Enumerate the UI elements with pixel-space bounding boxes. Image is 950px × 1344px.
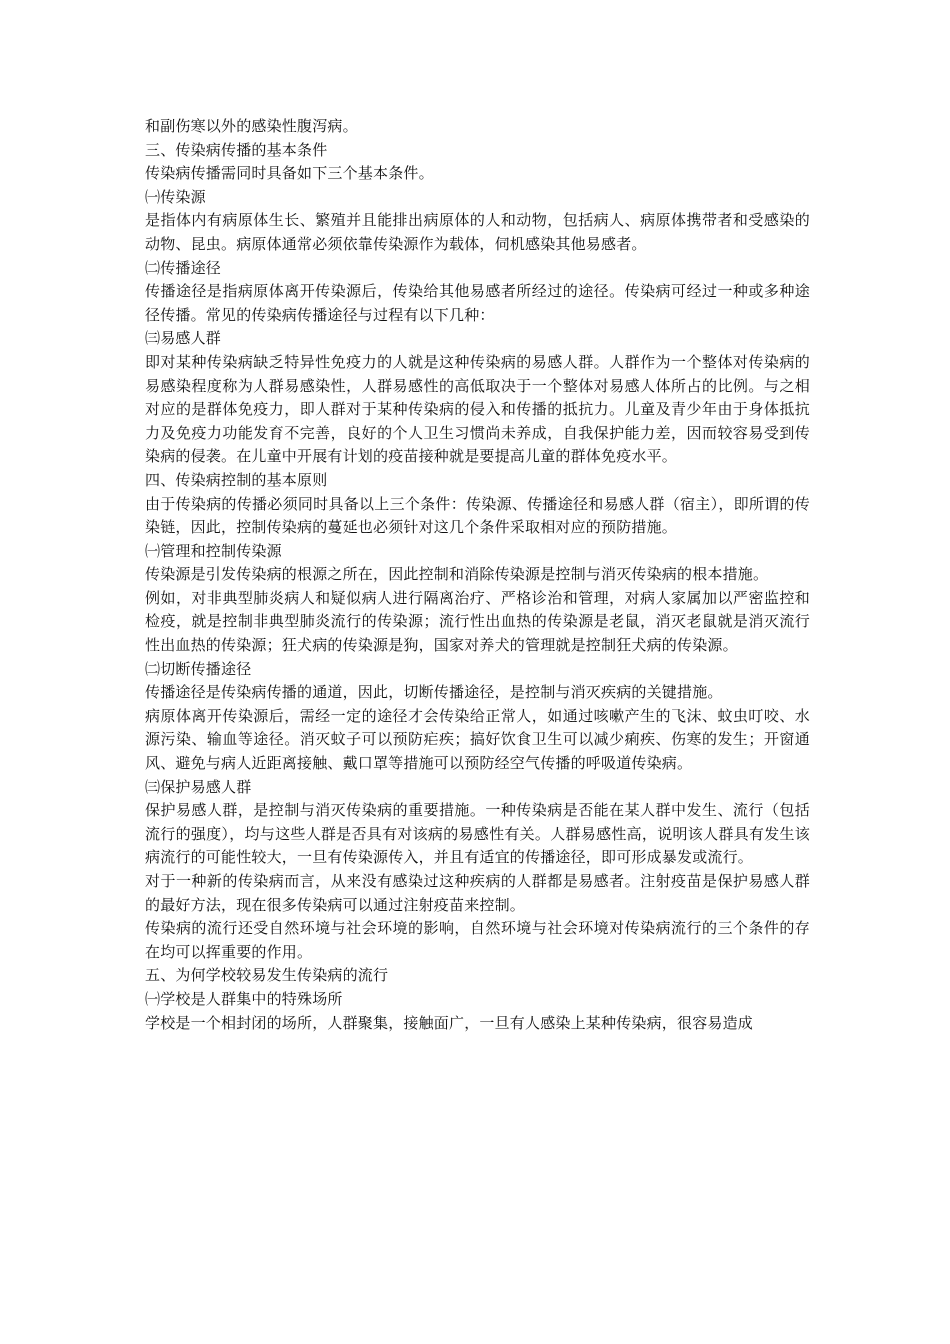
paragraph: 由于传染病的传播必须同时具备以上三个条件：传染源、传播途径和易感人群（宿主），即所谓的传染链，因此，控制传染病的蔓延也必须针对这几个条件采取相对应的预防措施。 — [145, 494, 810, 537]
paragraph: 传播途径是指病原体离开传染源后，传染给其他易感者所经过的途径。传染病可经过一种或多种途径传播。常见的传染病传播途径与过程有以下几种： — [145, 282, 810, 324]
subheading-cut-route: ㈡切断传播途径 — [145, 659, 252, 678]
subheading-route: ㈡传播途径 — [145, 258, 222, 277]
section-heading-4: 四、传染病控制的基本原则 — [145, 470, 328, 489]
paragraph: 病原体离开传染源后，需经一定的途径才会传染给正常人，如通过咳嗽产生的飞沫、蚊虫叮咬、水源污染、输血等途径。消灭蚊子可以预防疟疾；搞好饮食卫生可以减少痢疾、伤寒的发生；开窗通风、避免与病人近距离接触、戴口罩等措施可以预防经空气传播的呼吸道传染病。 — [145, 706, 810, 773]
paragraph-continuation: 和副伤寒以外的感染性腹泻病。 — [145, 117, 358, 135]
paragraph: 学校是一个相封闭的场所，人群聚集，接触面广，一旦有人感染上某种传染病，很容易造成 — [145, 1013, 754, 1032]
subheading-protect: ㈢保护易感人群 — [145, 777, 252, 796]
subheading-manage-source: ㈠管理和控制传染源 — [145, 541, 282, 560]
paragraph: 传染病的流行还受自然环境与社会环境的影响，自然环境与社会环境对传染病流行的三个条件的存在均可以挥重要的作用。 — [145, 919, 810, 961]
paragraph: 对于一种新的传染病而言，从来没有感染过这种疾病的人群都是易感者。注射疫苗是保护易感人群的最好方法，现在很多传染病可以通过注射疫苗来控制。 — [145, 872, 810, 914]
document-body — [145, 115, 810, 1035]
subheading-source: ㈠传染源 — [145, 187, 206, 206]
paragraph: 传播途径是传染病传播的通道，因此，切断传播途径，是控制与消灭疾病的关键措施。 — [145, 683, 723, 702]
paragraph: 保护易感人群，是控制与消灭传染病的重要措施。一种传染病是否能在某人群中发生、流行（包括流行的强度），均与这些人群是否具有对该病的易感性有关。人群易感性高，说明该人群具有发生该病流行的可能性较大，一旦有传染源传入，并且有适宜的传播途径，即可形成暴发或流行。 — [145, 801, 810, 867]
paragraph: 传染病传播需同时具备如下三个基本条件。 — [145, 164, 434, 183]
section-heading-3: 三、传染病传播的基本条件 — [145, 140, 328, 159]
paragraph: 是指体内有病原体生长、繁殖并且能排出病原体的人和动物，包括病人、病原体携带者和受感染的动物、昆虫。病原体通常必须依靠传染源作为载体，伺机感染其他易感者。 — [145, 211, 810, 253]
paragraph: 传染源是引发传染病的根源之所在，因此控制和消除传染源是控制与消灭传染病的根本措施。 — [145, 565, 769, 584]
section-heading-5: 五、为何学校较易发生传染病的流行 — [145, 966, 389, 985]
paragraph: 即对某种传染病缺乏特异性免疫力的人就是这种传染病的易感人群。人群作为一个整体对传染病的易感染程度称为人群易感染性，人群易感性的高低取决于一个整体对易感人体所占的比例。与之相对应的是群体免疫力，即人群对于某种传染病的侵入和传播的抵抗力。儿童及青少年由于身体抵抗力及免疫力功能发育不完善，良好的个人卫生习惯尚未养成，自我保护能力差，因而较容易受到传染病的侵袭。在儿童中开展有计划的疫苗接种就是要提高儿童的群体免疫水平。 — [145, 352, 810, 466]
subheading-susceptible: ㈢易感人群 — [145, 329, 222, 348]
paragraph: 例如，对非典型肺炎病人和疑似病人进行隔离治疗、严格诊治和管理，对病人家属加以严密监控和检疫，就是控制非典型肺炎流行的传染源；流行性出血热的传染源是老鼠，消灭老鼠就是消灭流行性出血热的传染源；狂犬病的传染源是狗，国家对养犬的管理就是控制狂犬病的传染源。 — [145, 588, 810, 655]
subheading-school: ㈠学校是人群集中的特殊场所 — [145, 989, 343, 1008]
